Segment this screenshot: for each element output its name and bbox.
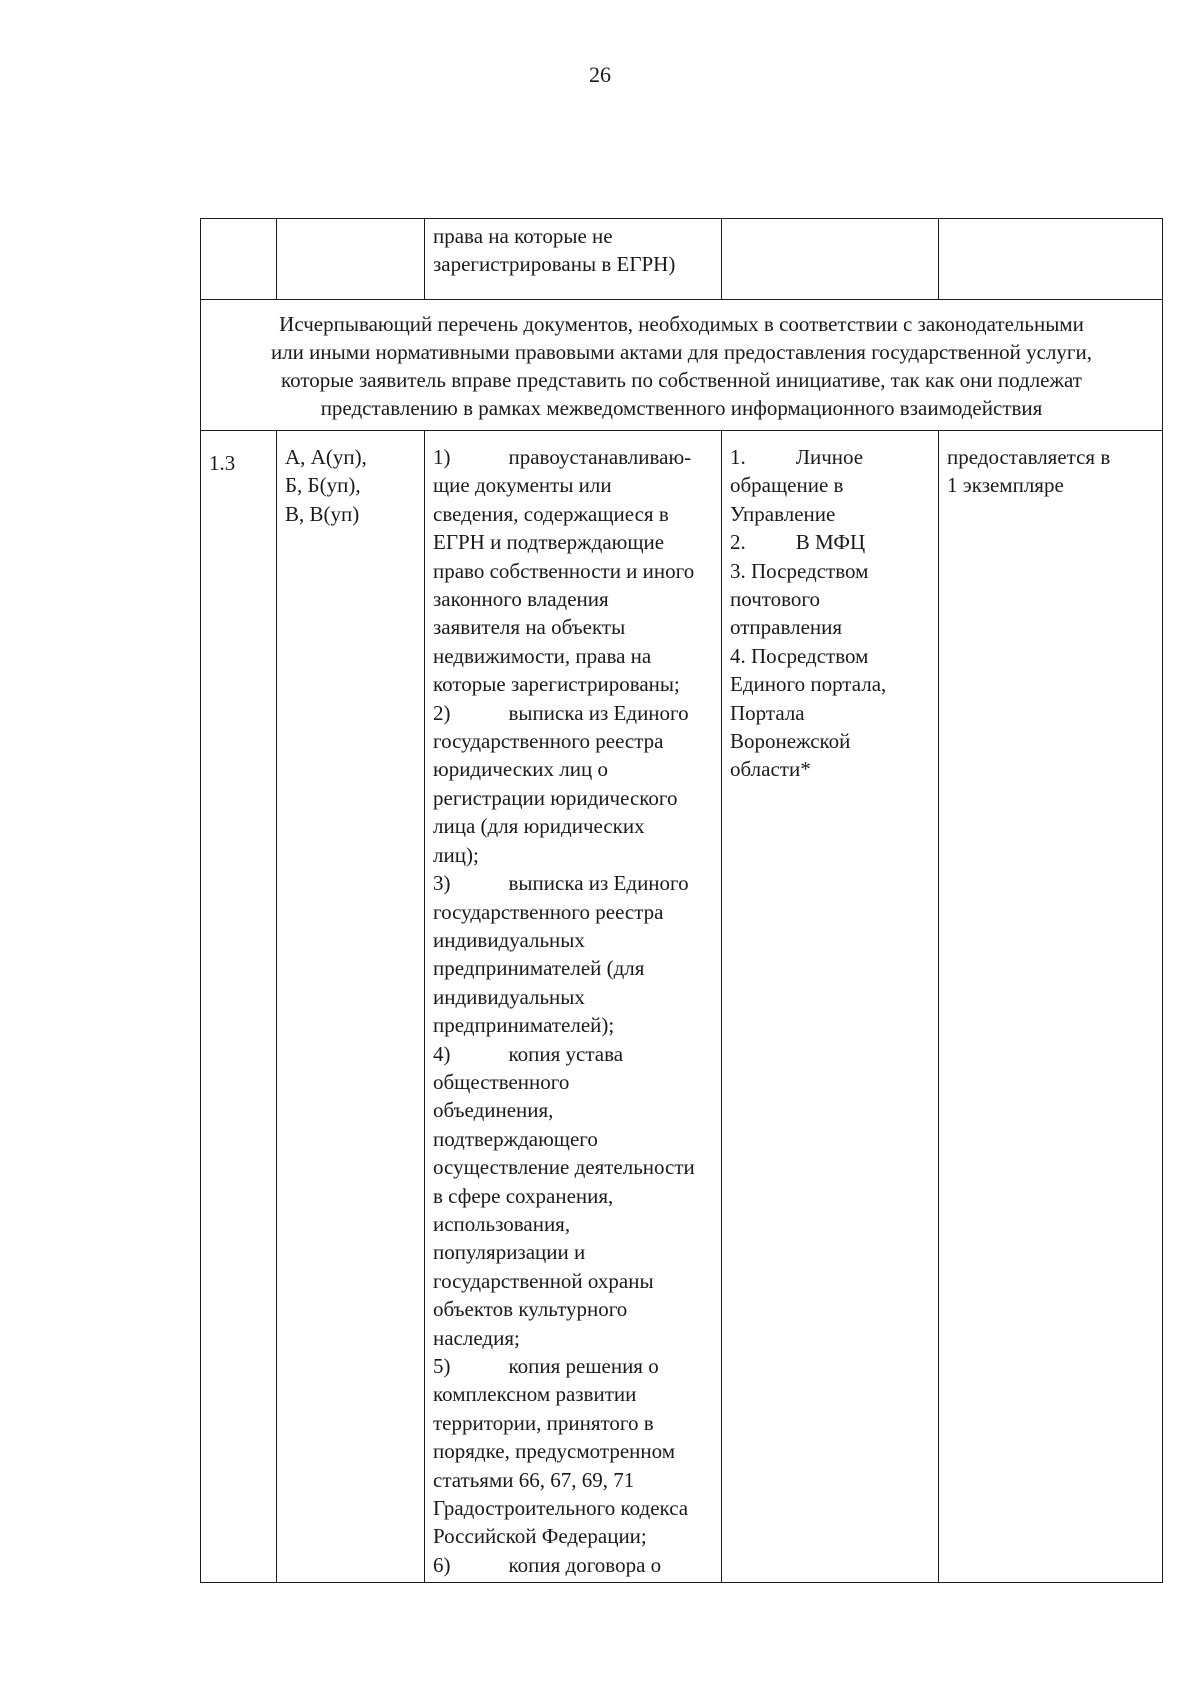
copies-count (939, 431, 1163, 1583)
section-heading-row (201, 300, 1163, 431)
item-text: недвижимости, права на (433, 643, 652, 668)
document-line (433, 727, 714, 755)
item-text: осуществление деятельности (433, 1155, 695, 1180)
document-line (433, 841, 714, 869)
item-text: правоустанавливаю- (508, 445, 692, 469)
method-line (730, 443, 931, 471)
copies-line: 1 экземпляре (947, 473, 1064, 498)
document-line (433, 1125, 714, 1153)
document-line (433, 443, 714, 471)
item-text: общественного (433, 1069, 570, 1094)
document-line (433, 1494, 714, 1522)
document-line (433, 1267, 714, 1295)
document-line (433, 1096, 714, 1124)
document-line (433, 898, 714, 926)
item-text: копия решения о (508, 1354, 659, 1378)
document-line (433, 954, 714, 982)
document-line (433, 557, 714, 585)
item-number: 3) (433, 871, 451, 896)
applicant-line: Б, Б(уп), (285, 473, 361, 498)
document-line (433, 1437, 714, 1465)
cell-copies-empty (939, 219, 1163, 300)
document-line (433, 1040, 714, 1068)
continued-line: права на которые не (433, 224, 613, 248)
item-text: законного владения (433, 587, 609, 612)
item-text: комплексном развитии (433, 1382, 637, 1407)
item-number: 1. (730, 445, 746, 469)
item-text: объектов культурного (433, 1297, 628, 1322)
document-line (433, 1068, 714, 1096)
item-text: щие документы или (433, 473, 612, 498)
document-line (433, 1238, 714, 1266)
item-text: ЕГРН и подтверждающие (433, 530, 665, 555)
document-line (433, 1409, 714, 1437)
applicant-line: А, А(уп), (285, 445, 367, 469)
document-line (433, 1466, 714, 1494)
document-line (433, 670, 714, 698)
item-text: Управление (730, 501, 836, 526)
submission-methods (722, 431, 939, 1583)
document-line (433, 926, 714, 954)
document-line (433, 1182, 714, 1210)
document-line (433, 1522, 714, 1550)
item-text: предпринимателей (для (433, 956, 645, 981)
applicant-categories (277, 431, 425, 1583)
heading-line: или иными нормативными правовыми актами для предоставления государственной услуги, (270, 340, 1093, 364)
item-text: Портала (730, 700, 805, 725)
cell-applicants-empty (277, 219, 425, 300)
heading-line: представлению в рамках межведомственного информационного взаимодействия (320, 396, 1043, 420)
heading-line: Исчерпывающий перечень документов, необходимых в соответствии с законодательными (279, 312, 1084, 336)
item-text: выписка из Единого (508, 871, 689, 896)
document-line (433, 1324, 714, 1352)
document-line (433, 1210, 714, 1238)
item-text: наследия; (433, 1325, 520, 1350)
item-text: лиц); (433, 842, 479, 867)
applicant-line: В, В(уп) (285, 501, 360, 526)
row-number-text: 1.3 (209, 451, 236, 475)
cell-continued-text (425, 219, 722, 300)
item-text: государственного реестра (433, 899, 664, 924)
document-line (433, 784, 714, 812)
item-text: Воронежской (730, 729, 851, 754)
item-text: отправления (730, 615, 843, 640)
method-line (730, 557, 931, 585)
item-text: копия договора о (508, 1552, 662, 1577)
cell-number-empty (201, 219, 277, 300)
item-text: индивидуальных (433, 984, 585, 1009)
document-line (433, 1352, 714, 1380)
item-number: 5) (433, 1354, 451, 1378)
document-line (433, 500, 714, 528)
item-text: индивидуальных (433, 927, 585, 952)
continued-row (201, 219, 1163, 300)
method-line (730, 613, 931, 641)
method-line (730, 727, 931, 755)
item-text: предпринимателей); (433, 1013, 615, 1038)
method-line (730, 755, 931, 783)
document-line (433, 1153, 714, 1181)
document-line (433, 528, 714, 556)
item-text: в сфере сохранения, (433, 1183, 614, 1208)
item-text: В МФЦ (795, 530, 866, 555)
copies-line: предоставляется в (947, 445, 1111, 469)
document-line (433, 1551, 714, 1579)
item-text: почтового (730, 587, 821, 612)
item-text: 4. Посредством (730, 643, 869, 668)
document-line (433, 755, 714, 783)
heading-line: которые заявитель вправе представить по собственной инициативе, так как они подлежат (281, 368, 1082, 392)
item-text: объединения, (433, 1098, 554, 1123)
item-text: Личное (795, 445, 864, 469)
item-text: юридических лиц о (433, 757, 608, 782)
item-text: территории, принятого в (433, 1410, 654, 1435)
row-number (201, 431, 277, 1583)
document-line (433, 471, 714, 499)
item-text: Российской Федерации; (433, 1524, 647, 1549)
item-text: порядке, предусмотренном (433, 1439, 676, 1464)
document-line (433, 812, 714, 840)
item-text: государственного реестра (433, 729, 664, 754)
item-text: 3. Посредством (730, 558, 869, 583)
continued-line: зарегистрированы в ЕГРН) (433, 252, 676, 277)
document-line (433, 983, 714, 1011)
item-text: области* (730, 757, 811, 782)
document-line (433, 1380, 714, 1408)
item-text: обращение в (730, 473, 844, 498)
item-text: Градостроительного кодекса (433, 1496, 689, 1521)
section-heading (201, 300, 1163, 431)
item-number: 2) (433, 700, 451, 725)
document-line (433, 869, 714, 897)
item-number: 6) (433, 1552, 451, 1577)
item-text: копия устава (508, 1041, 624, 1066)
item-text: которые зарегистрированы; (433, 672, 680, 697)
item-number: 1) (433, 445, 451, 469)
table-row-1-3 (201, 431, 1163, 1583)
page-number: 26 (589, 62, 611, 87)
document-line (433, 699, 714, 727)
method-line (730, 528, 931, 556)
item-text: право собственности и иного (433, 558, 695, 583)
item-text: Единого портала, (730, 672, 887, 697)
method-line (730, 585, 931, 613)
item-text: регистрации юридического (433, 785, 678, 810)
item-text: лица (для юридических (433, 814, 645, 839)
item-text: заявителя на объекты (433, 615, 626, 640)
item-number: 2. (730, 530, 746, 555)
cell-methods-empty (722, 219, 939, 300)
item-text: выписка из Единого (508, 700, 689, 725)
item-text: статьями 66, 67, 69, 71 (433, 1467, 635, 1492)
document-line (433, 1011, 714, 1039)
method-line (730, 699, 931, 727)
document-line (433, 642, 714, 670)
method-line (730, 642, 931, 670)
item-text: государственной охраны (433, 1268, 654, 1293)
document-line (433, 613, 714, 641)
item-text: популяризации и (433, 1240, 586, 1265)
method-line (730, 471, 931, 499)
documents-table (200, 218, 1163, 1583)
document-line (433, 585, 714, 613)
item-text: сведения, содержащиеся в (433, 501, 669, 526)
documents-list (425, 431, 722, 1583)
item-text: использования, (433, 1211, 571, 1236)
document-line (433, 1295, 714, 1323)
item-text: подтверждающего (433, 1126, 598, 1151)
method-line (730, 500, 931, 528)
item-number: 4) (433, 1041, 451, 1066)
method-line (730, 670, 931, 698)
